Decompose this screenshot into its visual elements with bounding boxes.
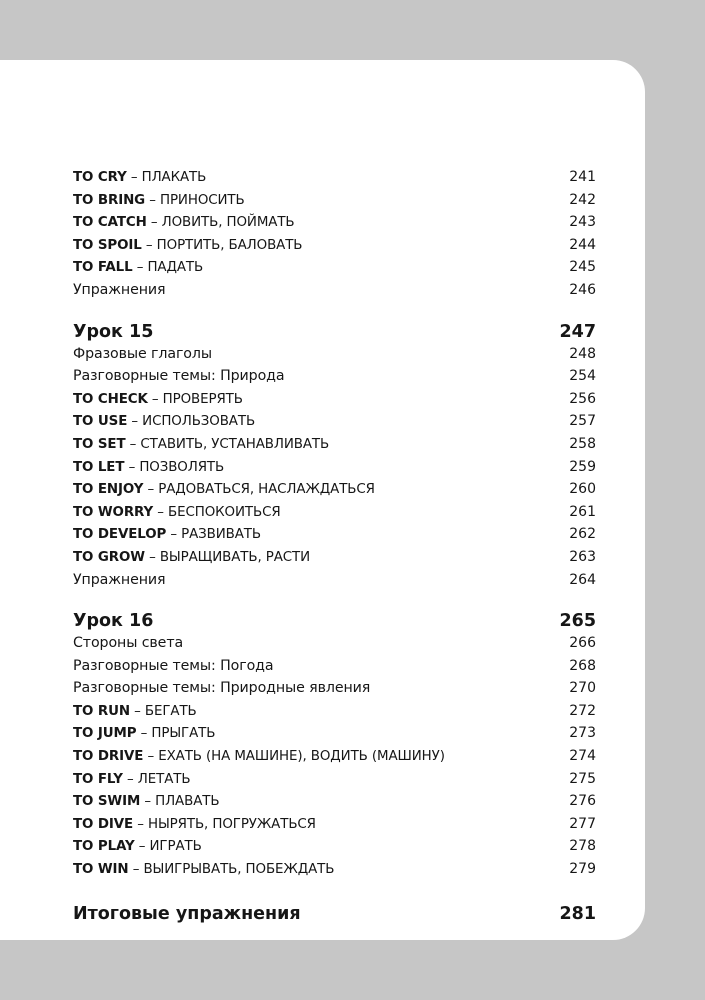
toc-entry-text: – ИГРАТЬ — [134, 839, 202, 855]
toc-entry[interactable] — [73, 433, 596, 456]
toc-entry-text: – ИСПОЛЬЗОВАТЬ — [127, 414, 256, 430]
toc-entry[interactable] — [73, 655, 596, 678]
toc-page-number: 256 — [569, 390, 596, 407]
toc-entry-title — [73, 547, 310, 570]
toc-entry-title — [73, 524, 261, 547]
toc-entry-text: – ПРИНОСИТЬ — [145, 192, 245, 208]
toc-entry-title — [73, 746, 445, 769]
toc-page-number: 273 — [569, 725, 596, 742]
toc-page-number: 257 — [569, 413, 596, 430]
verb-phrase: TO JUMP — [73, 726, 137, 742]
toc-entry-text: – ЛОВИТЬ, ПОЙМАТЬ — [146, 215, 295, 231]
final-exercises-title: Итоговые упражнения — [73, 903, 301, 924]
toc-entry-text: – ВЫИГРЫВАТЬ, ПОБЕЖДАТЬ — [128, 862, 335, 878]
toc-entry[interactable] — [73, 410, 596, 433]
toc-entry-text: – ПАДАТЬ — [132, 260, 204, 276]
final-exercises-page-number: 281 — [559, 903, 596, 924]
toc-entry-text: Фразовые глаголы — [73, 345, 212, 362]
toc-entry[interactable] — [73, 745, 596, 768]
toc-page-number: 264 — [569, 571, 596, 588]
verb-phrase: TO DIVE — [73, 816, 134, 832]
verb-phrase: TO PLAY — [73, 839, 135, 855]
toc-entry[interactable] — [73, 478, 596, 501]
toc-entry[interactable] — [73, 569, 596, 592]
toc-entry[interactable] — [73, 456, 596, 479]
toc-entry-text: Разговорные темы: Природные явления — [73, 680, 371, 697]
toc-entry-title — [73, 212, 295, 235]
toc-page-number: 241 — [569, 169, 596, 185]
toc-entry[interactable] — [73, 722, 596, 745]
toc-entry-text: – СТАВИТЬ, УСТАНАВЛИВАТЬ — [125, 436, 330, 452]
toc-entry-text: Стороны света — [73, 635, 184, 652]
toc-entry[interactable] — [73, 523, 596, 546]
toc-entry[interactable] — [73, 858, 596, 881]
toc-entry-text: Разговорные темы: Погода — [73, 657, 274, 674]
toc-entry-title — [73, 257, 203, 280]
toc-entry-title — [73, 190, 245, 213]
toc-entry[interactable] — [73, 211, 596, 234]
toc-entry-text: – ЛЕТАТЬ — [122, 771, 191, 787]
verb-phrase: TO GROW — [73, 549, 145, 565]
toc-entry-title — [73, 343, 212, 366]
toc-entry-title — [73, 457, 224, 480]
toc-entry-text: – ПРОВЕРЯТЬ — [147, 391, 243, 407]
toc-entry-title — [73, 655, 273, 678]
toc-entry[interactable] — [73, 677, 596, 700]
toc-entry-title — [73, 389, 243, 412]
verb-phrase: TO FALL — [73, 260, 133, 276]
toc-entry-title — [73, 836, 202, 859]
toc-page-number: 260 — [569, 481, 596, 498]
book-page — [0, 60, 645, 940]
toc-page-number: 261 — [569, 503, 596, 520]
toc-entry[interactable] — [73, 790, 596, 813]
toc-page-number: 245 — [569, 259, 596, 276]
toc-page-number: 268 — [569, 657, 596, 674]
toc-entry-title — [73, 632, 183, 655]
toc-entry-text: – ПЛАВАТЬ — [140, 794, 220, 810]
verb-phrase: TO CHECK — [73, 391, 148, 407]
toc-page-number: 274 — [569, 748, 596, 765]
toc-entry-title — [73, 859, 334, 882]
toc-entry[interactable] — [73, 700, 596, 723]
toc-page-number: 276 — [569, 793, 596, 810]
toc-entry[interactable] — [73, 835, 596, 858]
toc-entry-title — [73, 235, 302, 258]
toc-page-number: 275 — [569, 770, 596, 787]
toc-page-number: 278 — [569, 838, 596, 855]
verb-phrase: TO SET — [73, 436, 126, 452]
toc-page-number: 258 — [569, 435, 596, 452]
table-of-contents — [73, 166, 596, 925]
toc-entry[interactable] — [73, 768, 596, 791]
verb-phrase: TO RUN — [73, 703, 130, 719]
toc-page-number: 248 — [569, 345, 596, 362]
toc-page-number: 244 — [569, 236, 596, 253]
toc-entry[interactable] — [73, 546, 596, 569]
toc-entry[interactable] — [73, 189, 596, 212]
verb-phrase: TO BRING — [73, 192, 146, 208]
toc-page-number: 277 — [569, 815, 596, 832]
toc-entry-title — [73, 701, 197, 724]
lesson-page-number: 265 — [559, 611, 596, 632]
toc-entry-text: – БЕСПОКОИТЬСЯ — [153, 504, 281, 520]
toc-page-number: 254 — [569, 368, 596, 385]
toc-entry-title — [73, 814, 316, 837]
toc-entry-title — [73, 677, 370, 700]
toc-entry-text: – ВЫРАЩИВАТЬ, РАСТИ — [144, 549, 311, 565]
toc-page-number: 259 — [569, 458, 596, 475]
toc-entry[interactable] — [73, 234, 596, 257]
verb-phrase: TO USE — [73, 414, 128, 430]
verb-phrase: TO WORRY — [73, 504, 154, 520]
toc-page-number: 243 — [569, 214, 596, 231]
toc-entry[interactable] — [73, 166, 596, 189]
verb-phrase: TO LET — [73, 459, 125, 475]
verb-phrase: TO CRY — [73, 170, 127, 185]
toc-entry-title — [73, 279, 165, 302]
toc-entry-text: Упражнения — [73, 571, 166, 588]
toc-entry[interactable] — [73, 501, 596, 524]
toc-entry-title — [73, 769, 190, 792]
toc-page-number: 263 — [569, 548, 596, 565]
lesson-heading[interactable] — [73, 321, 596, 343]
lesson-title: Урок 15 — [73, 321, 154, 342]
toc-entry-text: – НЫРЯТЬ, ПОГРУЖАТЬСЯ — [133, 816, 316, 832]
toc-page-number: 279 — [569, 861, 596, 878]
toc-entry-text: – БЕГАТЬ — [129, 703, 197, 719]
toc-entry-title — [73, 434, 329, 457]
toc-entry-text: – ПОЗВОЛЯТЬ — [124, 459, 225, 475]
toc-entry-title — [73, 569, 165, 592]
toc-entry-text: – ПОРТИТЬ, БАЛОВАТЬ — [141, 237, 303, 253]
toc-entry-text: – РАЗВИВАТЬ — [166, 527, 261, 543]
toc-entry-text: Разговорные темы: Природа — [73, 368, 285, 385]
toc-entry[interactable] — [73, 256, 596, 279]
verb-phrase: TO DRIVE — [73, 749, 144, 765]
toc-entry-title — [73, 791, 219, 814]
lesson-page-number: 247 — [559, 321, 596, 342]
toc-entry[interactable] — [73, 813, 596, 836]
toc-entry[interactable] — [73, 279, 596, 302]
toc-entry-text: – ПРЫГАТЬ — [136, 726, 216, 742]
toc-entry-title — [73, 365, 284, 388]
toc-entry-title — [73, 479, 375, 502]
lesson-title: Урок 16 — [73, 611, 154, 632]
verb-phrase: TO SWIM — [73, 794, 141, 810]
toc-entry-title — [73, 723, 215, 746]
toc-page-number: 266 — [569, 635, 596, 652]
toc-entry-text: – РАДОВАТЬСЯ, НАСЛАЖДАТЬСЯ — [143, 482, 375, 498]
toc-entry-text: – ПЛАКАТЬ — [126, 170, 207, 185]
verb-phrase: TO WIN — [73, 862, 129, 878]
toc-entry-title — [73, 167, 206, 190]
toc-page-number: 262 — [569, 526, 596, 543]
toc-page-number: 246 — [569, 281, 596, 298]
toc-entry[interactable] — [73, 388, 596, 411]
final-exercises-heading[interactable] — [73, 903, 596, 925]
toc-entry-text: – ЕХАТЬ (НА МАШИНЕ), ВОДИТЬ (МАШИНУ) — [143, 749, 445, 765]
verb-phrase: TO DEVELOP — [73, 527, 167, 543]
toc-entry-title — [73, 502, 281, 525]
toc-page-number: 242 — [569, 191, 596, 208]
lesson-heading[interactable] — [73, 610, 596, 632]
toc-entry[interactable] — [73, 632, 596, 655]
verb-phrase: TO CATCH — [73, 215, 147, 231]
verb-phrase: TO SPOIL — [73, 237, 142, 253]
toc-entry-title — [73, 411, 255, 434]
toc-entry[interactable] — [73, 343, 596, 366]
toc-page-number: 272 — [569, 702, 596, 719]
verb-phrase: TO ENJOY — [73, 482, 144, 498]
verb-phrase: TO FLY — [73, 771, 123, 787]
toc-entry-text: Упражнения — [73, 281, 166, 298]
toc-page-number: 270 — [569, 680, 596, 697]
toc-entry[interactable] — [73, 365, 596, 388]
